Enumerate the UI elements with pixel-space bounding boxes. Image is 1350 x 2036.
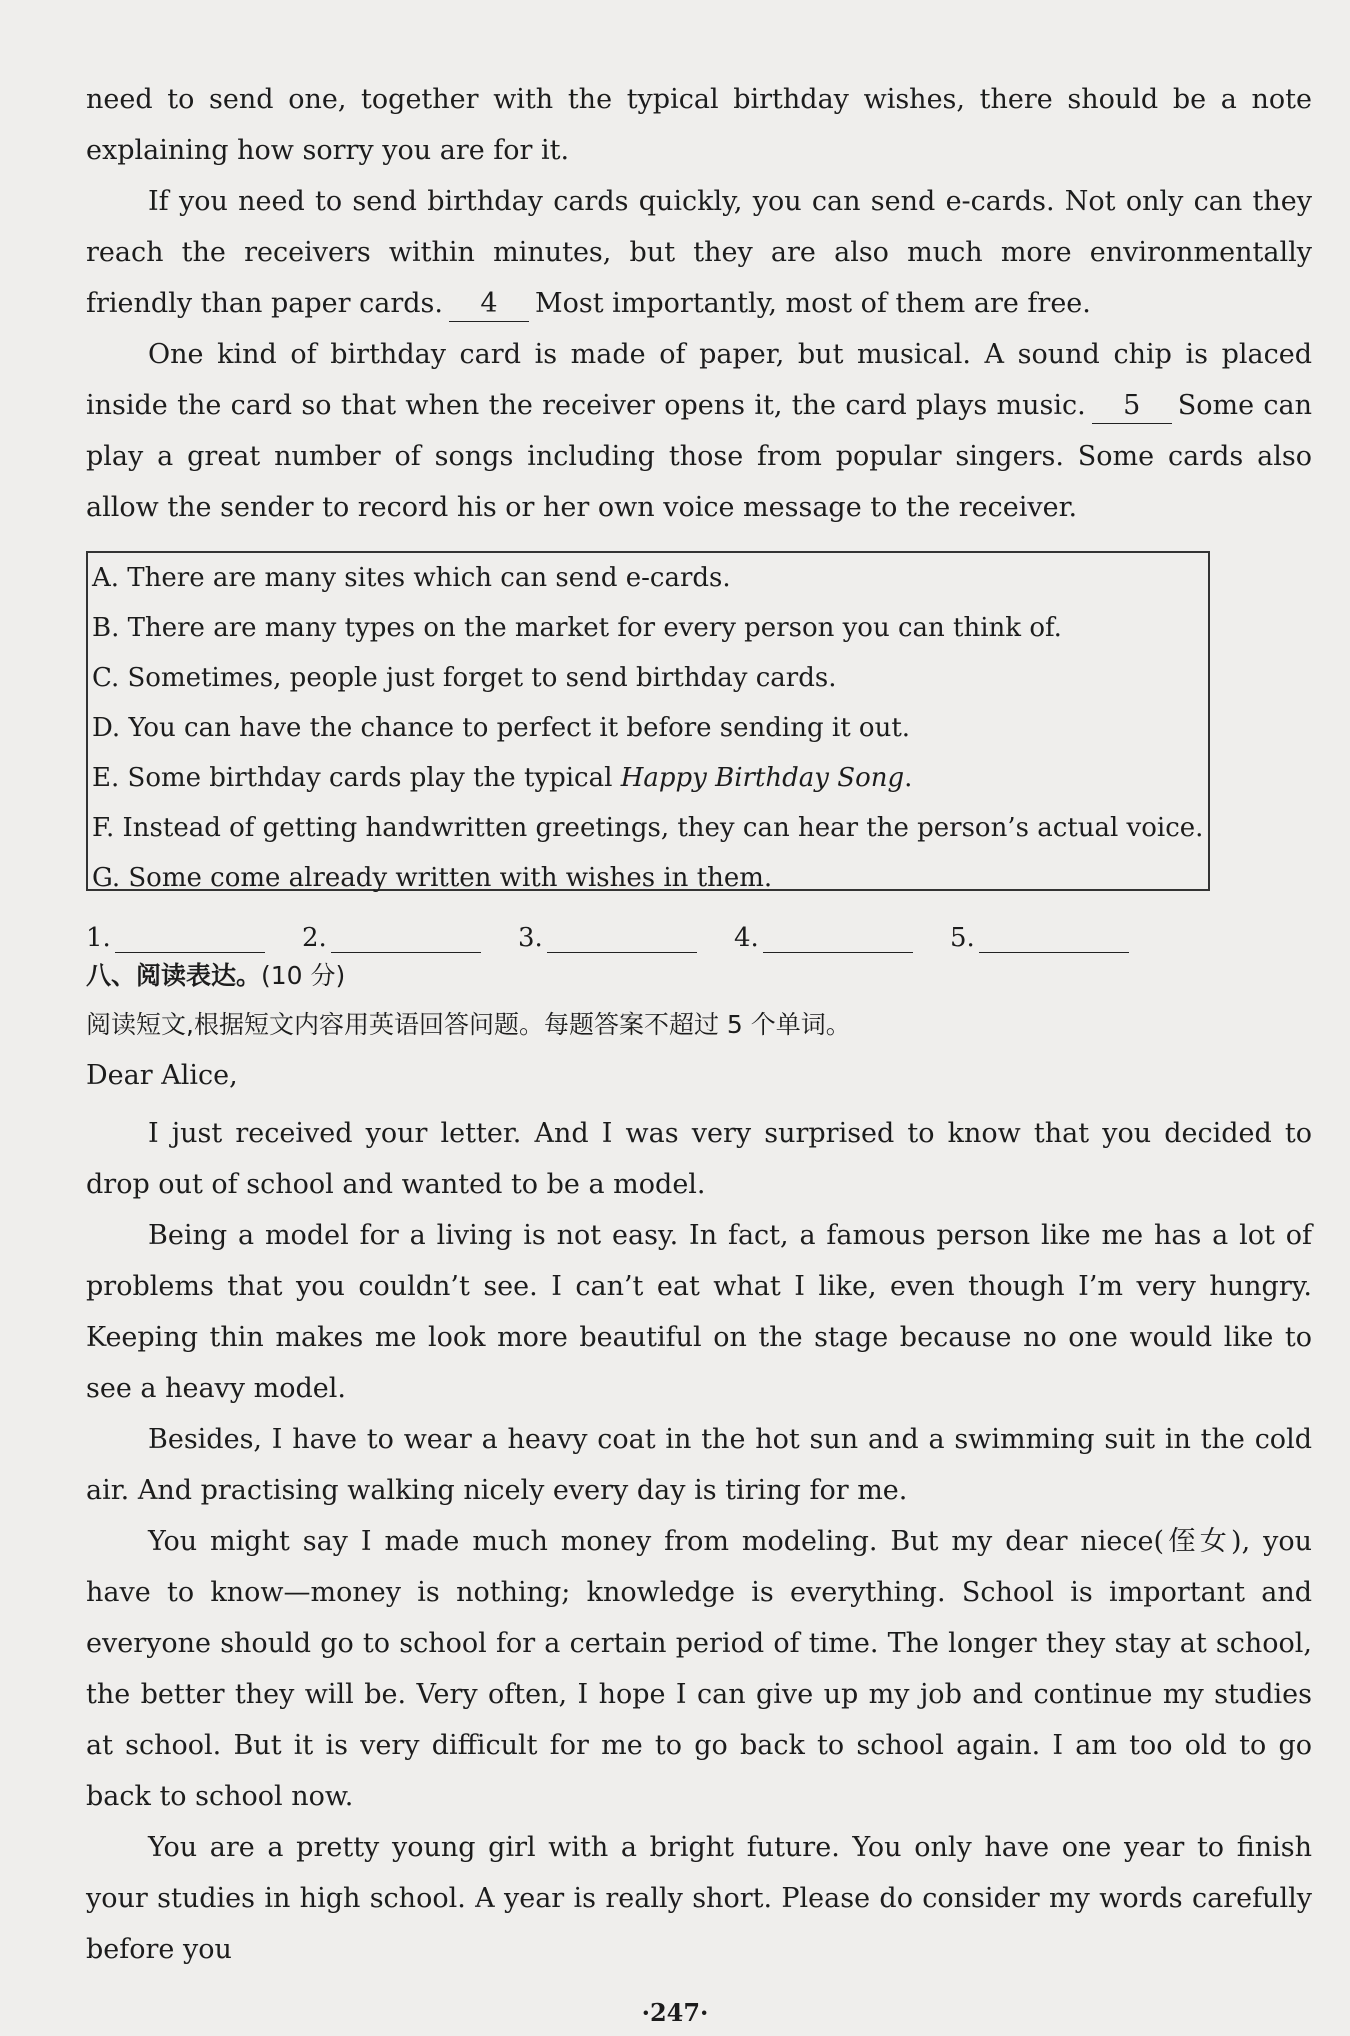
option-b: B. There are many types on the market for every person you can think of.: [92, 613, 1062, 643]
section-instruction: 阅读短文,根据短文内容用英语回答问题。每题答案不超过 5 个单词。: [86, 1010, 851, 1039]
letter-paragraph-3: Besides, I have to wear a heavy coat in the hot sun and a swimming suit in the cold air. And practising walking nicely every day is tiring for me.: [86, 1424, 1312, 1506]
option-c: C. Sometimes, people just forget to send birthday cards.: [92, 663, 837, 693]
section-title: 八、阅读表达。: [86, 961, 262, 990]
letter-paragraph-1: I just received your letter. And I was very surprised to know that you decided to drop out of school and wanted to be a model.: [86, 1118, 1312, 1200]
answer-line[interactable]: [763, 926, 913, 953]
option-a: A. There are many sites which can send e-cards.: [92, 563, 731, 593]
paragraph-musical-tail: Some can play a great number of songs including those from popular singers. Some cards also allow the sender to record his or her own voice message to the receiver.: [86, 390, 1312, 523]
answer-4[interactable]: [734, 913, 950, 953]
letter-greeting: Dear Alice,: [86, 1060, 238, 1091]
letter-paragraph-5: You are a pretty young girl with a bright future. You only have one year to finish your studies in high school. A year is really short. Please do consider my words carefully before you: [86, 1832, 1312, 1965]
paragraph-ecards-tail: Most importantly, most of them are free.: [534, 288, 1091, 319]
answer-label: 4.: [734, 923, 759, 953]
option-g: G. Some come already written with wishes in them.: [92, 863, 773, 893]
paragraph-musical: [86, 329, 1312, 533]
answer-1[interactable]: [86, 913, 302, 953]
option-e-period: .: [904, 763, 913, 793]
passage-top: [86, 74, 1312, 533]
blank-5: 5: [1092, 389, 1172, 424]
section-score: (10 分): [261, 961, 346, 990]
answer-line[interactable]: [547, 926, 697, 953]
answer-label: 3.: [518, 923, 543, 953]
option-e-song-title: Happy Birthday Song: [620, 763, 905, 793]
answer-label: 2.: [302, 923, 327, 953]
letter-body: [86, 1108, 1312, 1975]
answer-3[interactable]: [518, 913, 734, 953]
answer-label: 5.: [950, 923, 975, 953]
answer-line[interactable]: [331, 926, 481, 953]
section-heading: [86, 956, 345, 996]
answer-2[interactable]: [302, 913, 518, 953]
answer-5[interactable]: [950, 913, 1166, 953]
paragraph-ecards-text: If you need to send birthday cards quickly, you can send e-cards. Not only can they reach the receivers within minutes, but they are also much more environmentally friendly than paper cards.: [86, 186, 1312, 319]
answer-label: 1.: [86, 923, 111, 953]
option-f: F. Instead of getting handwritten greetings, they can hear the person’s actual voice.: [92, 813, 1204, 843]
option-e: [88, 753, 1208, 803]
page-number: ·247·: [641, 1998, 709, 2027]
blank-4: 4: [449, 287, 529, 322]
option-d: D. You can have the chance to perfect it before sending it out.: [92, 713, 911, 743]
answer-row: [86, 913, 1186, 953]
paragraph-musical-text: One kind of birthday card is made of paper, but musical. A sound chip is placed inside the card so that when the receiver opens it, the card plays music.: [86, 339, 1312, 421]
answer-line[interactable]: [115, 926, 265, 953]
letter-paragraph-2: Being a model for a living is not easy. In fact, a famous person like me has a lot of problems that you couldn’t see. I can’t eat what I like, even though I’m very hungry. Keeping thin makes me look more beautiful on the stage because no one would like to see a heavy model.: [86, 1220, 1312, 1404]
answer-line[interactable]: [979, 926, 1129, 953]
options-box: [86, 551, 1210, 891]
paragraph-continuation: need to send one, together with the typical birthday wishes, there should be a note explaining how sorry you are for it.: [86, 84, 1312, 166]
paragraph-ecards: [86, 176, 1312, 329]
option-e-text: E. Some birthday cards play the typical: [92, 763, 613, 793]
letter-paragraph-4: You might say I made much money from modeling. But my dear niece(侄女), you have to know—money is nothing; knowledge is everything. School is important and everyone should go to school for a certain period of time. The longer they stay at school, the better they will be. Very often, I hope I can give up my job and continue my studies at school. But it is very difficult for me to go back to school again. I am too old to go back to school now.: [86, 1526, 1312, 1812]
